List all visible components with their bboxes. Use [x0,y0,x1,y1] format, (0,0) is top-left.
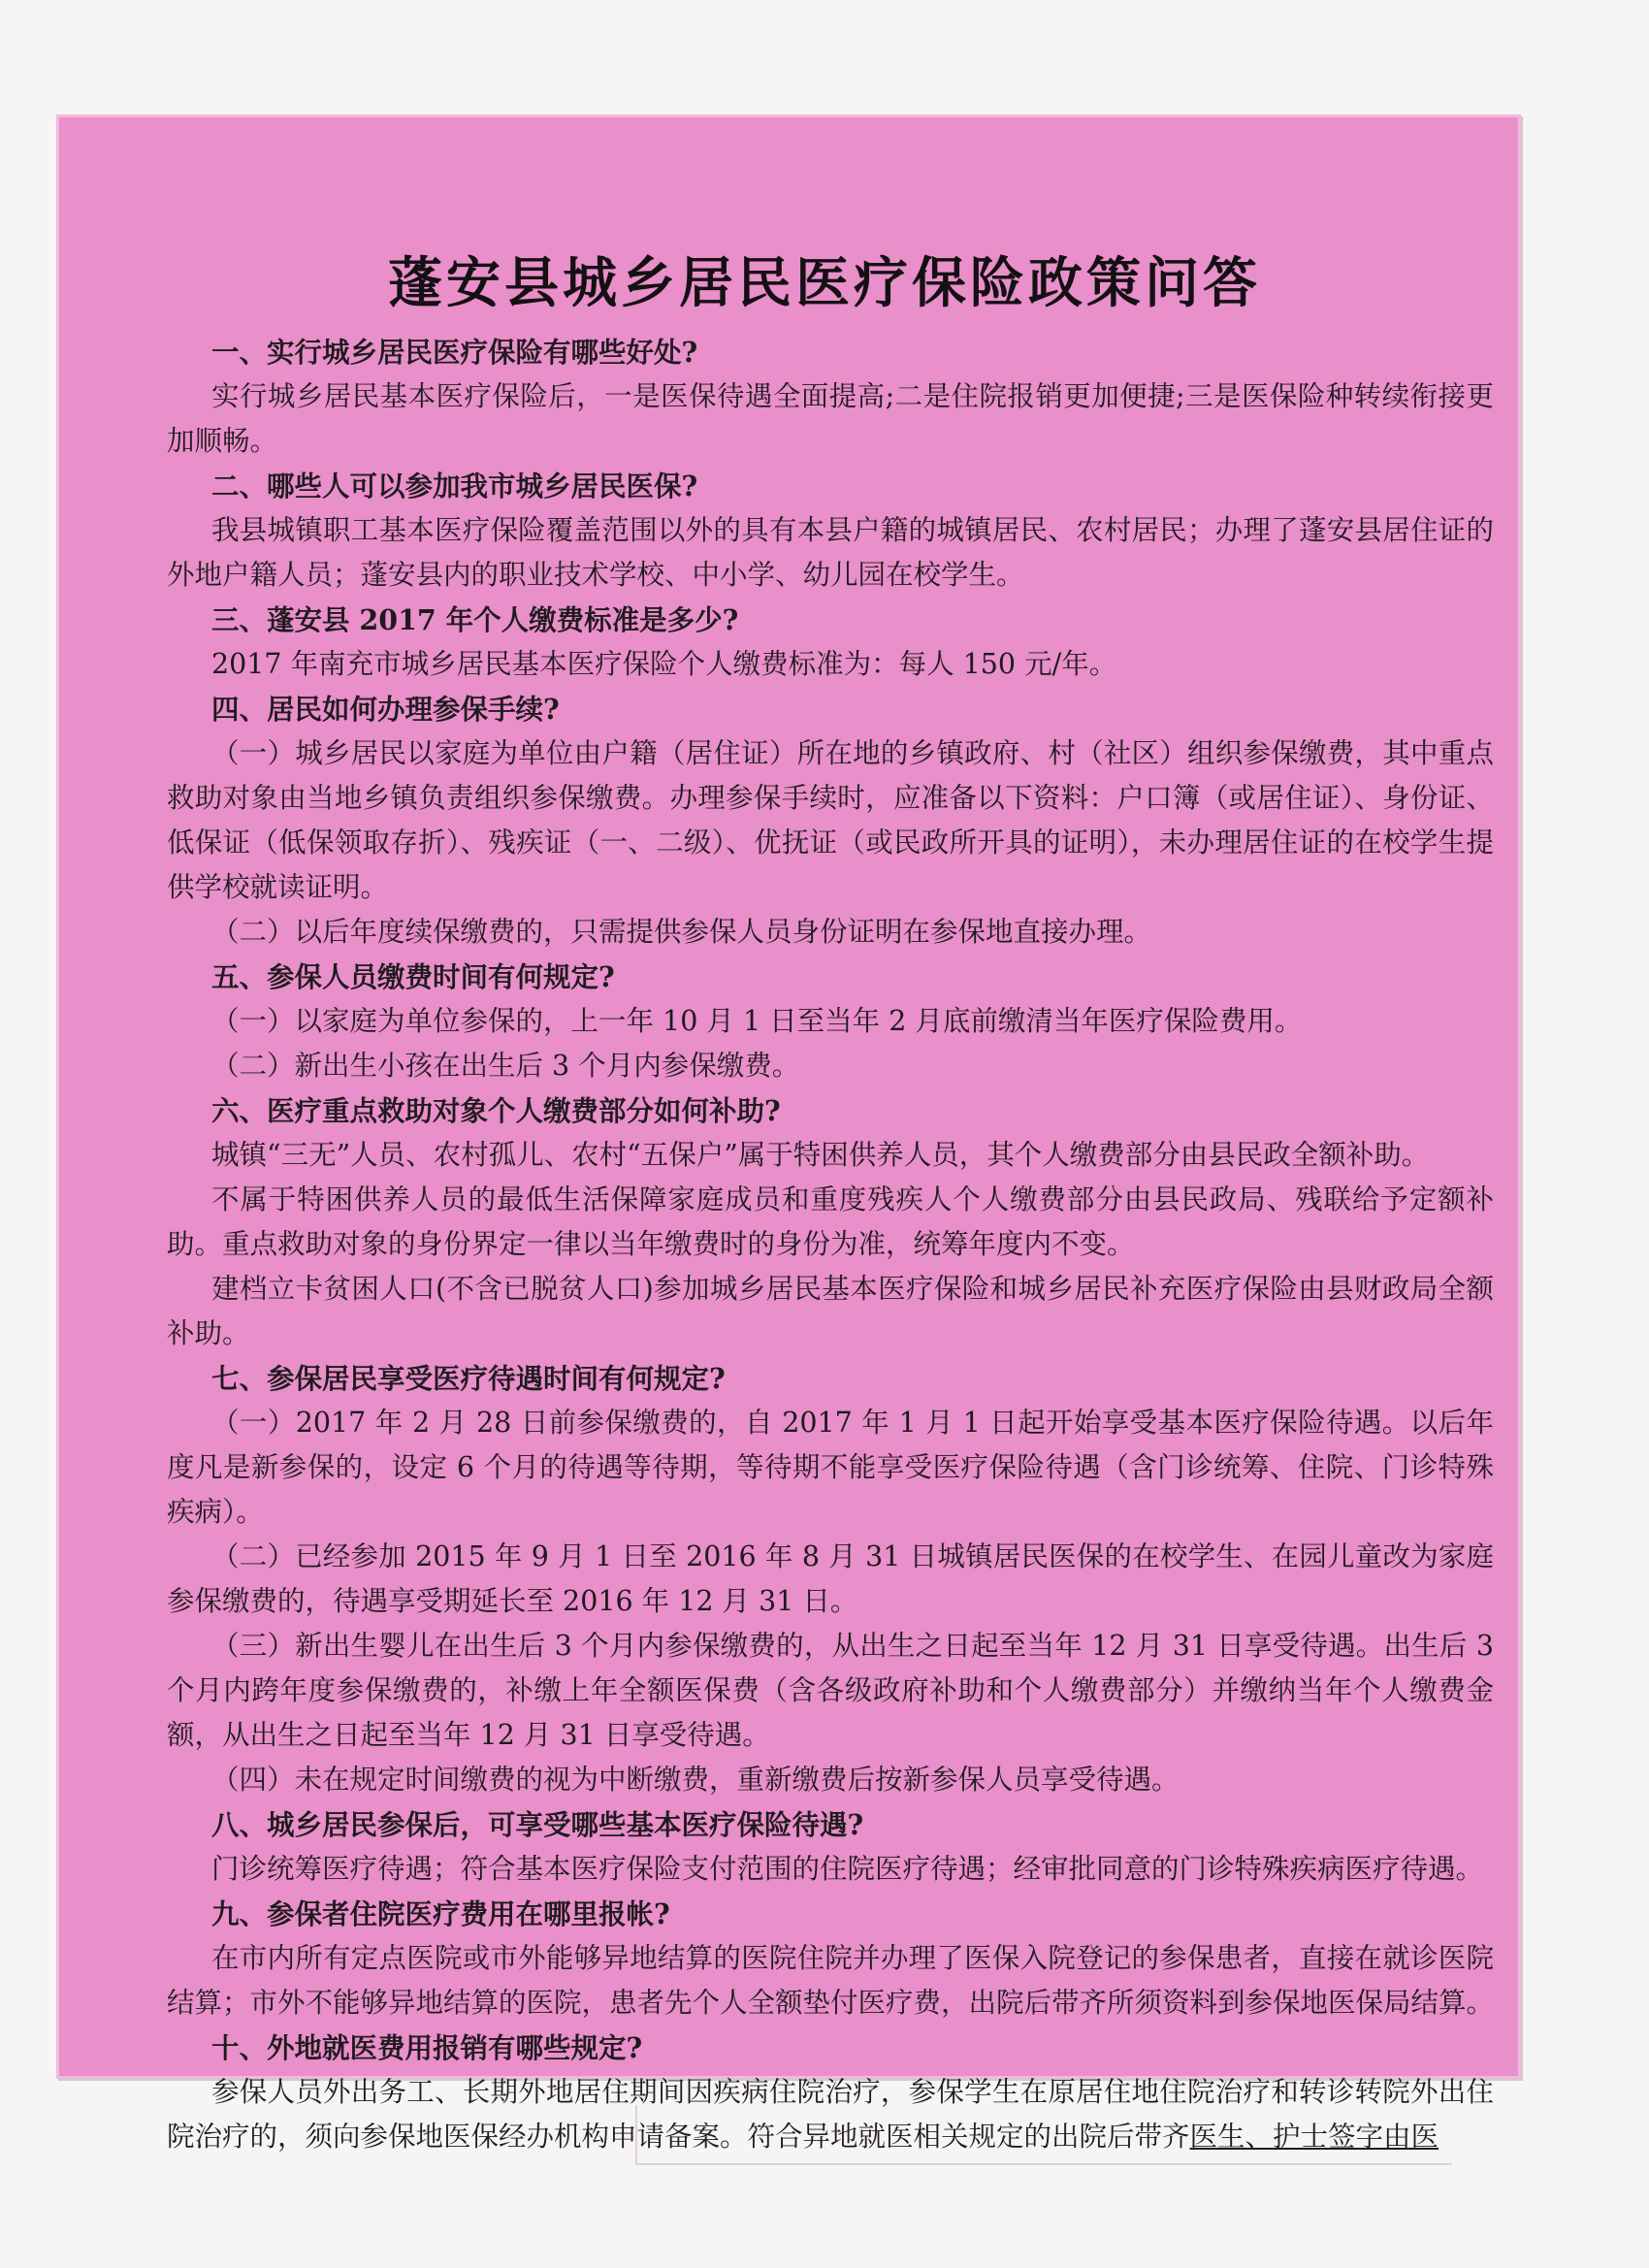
answer-paragraph: 在市内所有定点医院或市外能够异地结算的医院住院并办理了医保入院登记的参保患者，直接在就诊医院结算；市外不能够异地结算的医院，患者先个人全额垫付医疗费，出院后带齐所须资料到参保地医保局结算。 [167,1942,1495,2019]
document-body [167,330,1494,2159]
answer-paragraph: 城镇“三无”人员、农村孤儿、农村“五保户”属于特困供养人员，其个人缴费部分由县民政全额补助。 [211,1139,1430,1171]
answer-paragraph: 门诊统筹医疗待遇；符合基本医疗保险支付范围的住院医疗待遇；经审批同意的门诊特殊疾病医疗待遇。 [211,1853,1484,1885]
answer-paragraph: （一）以家庭为单位参保的，上一年 10 月 1 日至当年 2 月底前缴清当年医疗保险费用。 [211,1005,1303,1037]
answer-paragraph: 实行城乡居民基本医疗保险后，一是医保待遇全面提高;二是住院报销更加便捷;三是医保险种转续衔接更加顺畅。 [167,380,1494,457]
question-heading: 五、参保人员缴费时间有何规定? [211,960,615,993]
answer-paragraph: 不属于特困供养人员的最低生活保障家庭成员和重度残疾人个人缴费部分由县民政局、残联给予定额补助。重点救助对象的身份界定一律以当年缴费时的身份为准，统筹年度内不变。 [167,1183,1494,1260]
document-title: 蓬安县城乡居民医疗保险政策问答 [388,251,1261,315]
question-heading: 九、参保者住院医疗费用在哪里报帐? [211,1897,670,1930]
answer-paragraph: （一）城乡居民以家庭为单位由户籍（居住证）所在地的乡镇政府、村（社区）组织参保缴费，其中重点救助对象由当地乡镇负责组织参保缴费。办理参保手续时，应准备以下资料：户口簿（或居住证）、身份证、低保证（低保领取存折）、残疾证（一、二级）、优抚证（或民政所开具的证明），未办理居住证的在校学生提供学校就读证明。 [167,737,1494,903]
question-heading: 六、医疗重点救助对象个人缴费部分如何补助? [211,1094,781,1127]
question-heading: 四、居民如何办理参保手续? [211,693,560,726]
answer-paragraph: （二）已经参加 2015 年 9 月 1 日至 2016 年 8 月 31 日城镇居民医保的在校学生、在园儿童改为家庭参保缴费的，待遇享受期延长至 2016 年 12 月 31 日。 [167,1540,1494,1617]
question-heading: 三、蓬安县 2017 年个人缴费标准是多少? [211,603,739,636]
question-heading: 一、实行城乡居民医疗保险有哪些好处? [211,336,698,369]
answer-text: 参保人员外出务工、长期外地居住期间因疾病住院治疗，参保学生在原居住地住院治疗和转诊转院外出住院治疗的，须向参保地医保经办机构申请备案。符合异地就医相关规定的出院后带齐 [167,2076,1494,2153]
underlined-text: 医生、护士签字由医 [1189,2121,1439,2153]
answer-paragraph: （一）2017 年 2 月 28 日前参保缴费的，自 2017 年 1 月 1 日起开始享受基本医疗保险待遇。以后年度凡是新参保的，设定 6 个月的待遇等待期，等待期不能享受医疗保险待遇（含门诊统筹、住院、门诊特殊疾病）。 [167,1407,1494,1528]
answer-paragraph: （三）新出生婴儿在出生后 3 个月内参保缴费的，从出生之日起至当年 12 月 31 日享受待遇。出生后 3 个月内跨年度参保缴费的，补缴上年全额医保费（含各级政府补助和个人缴费部分）并缴纳当年个人缴费金额，从出生之日起至当年 12 月 31 日享受待遇。 [167,1630,1494,1751]
answer-paragraph: 2017 年南充市城乡居民基本医疗保险个人缴费标准为：每人 150 元/年。 [211,648,1117,680]
question-heading: 七、参保居民享受医疗待遇时间有何规定? [211,1362,726,1395]
question-heading: 十、外地就医费用报销有哪些规定? [211,2031,643,2064]
question-heading: 二、哪些人可以参加我市城乡居民医保? [211,470,698,502]
answer-paragraph [167,2070,1494,2159]
question-heading: 八、城乡居民参保后，可享受哪些基本医疗保险待遇? [211,1808,864,1841]
answer-paragraph: 我县城镇职工基本医疗保险覆盖范围以外的具有本县户籍的城镇居民、农村居民；办理了蓬安县居住证的外地户籍人员；蓬安县内的职业技术学校、中小学、幼儿园在校学生。 [167,514,1494,591]
answer-paragraph: （二）以后年度续保缴费的，只需提供参保人员身份证明在参保地直接办理。 [211,916,1152,948]
answer-paragraph: 建档立卡贫困人口(不含已脱贫人口)参加城乡居民基本医疗保险和城乡居民补充医疗保险由县财政局全额补助。 [167,1273,1494,1349]
answer-paragraph: （四）未在规定时间缴费的视为中断缴费，重新缴费后按新参保人员享受待遇。 [211,1764,1180,1796]
answer-paragraph: （二）新出生小孩在出生后 3 个月内参保缴费。 [211,1050,800,1082]
